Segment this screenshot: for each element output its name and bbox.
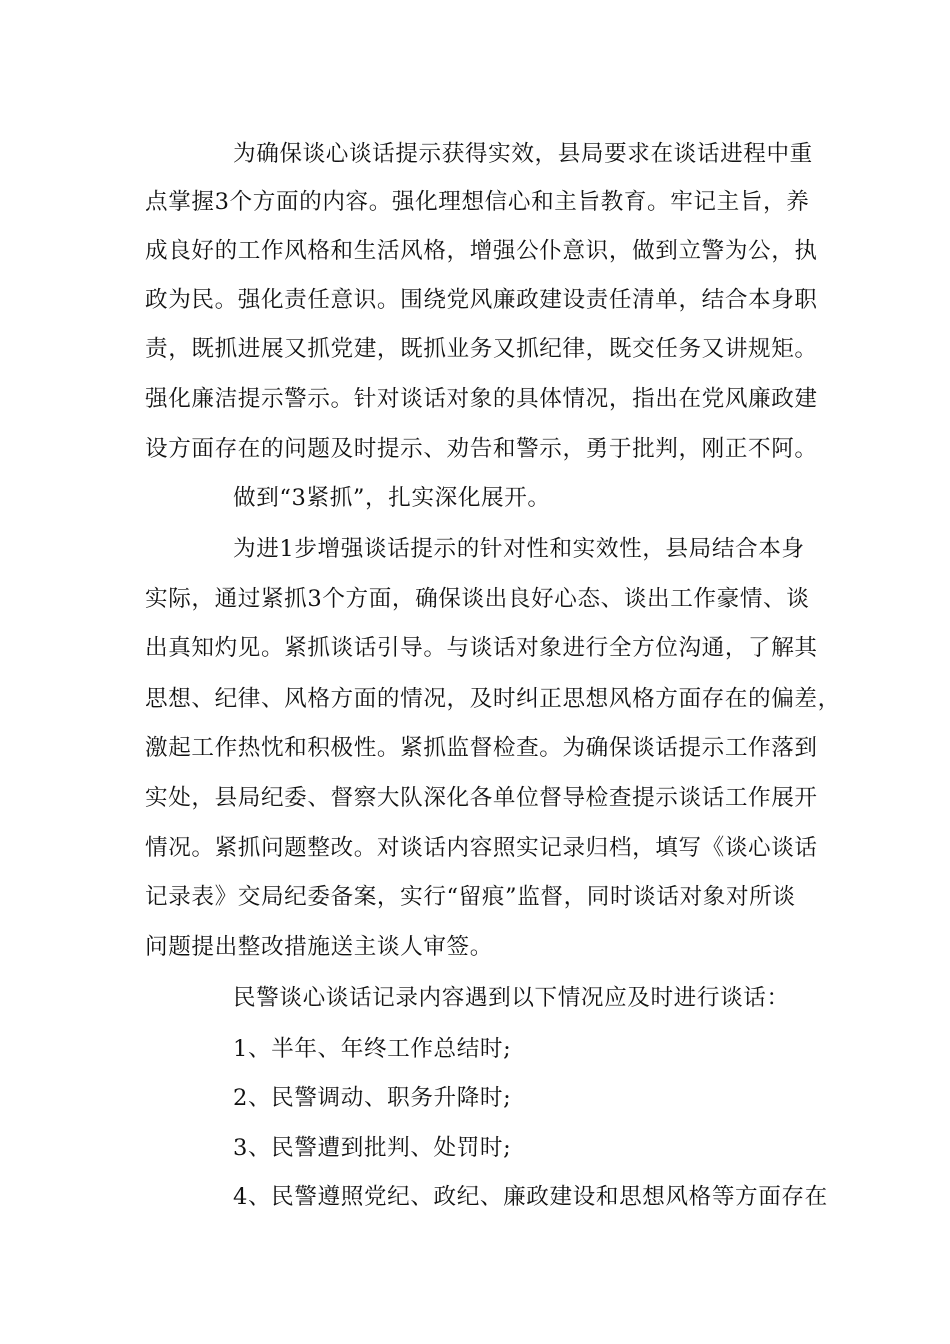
text-line-6: 强化廉洁提示警示。针对谈话对象的具体情况，指出在党风廉政建 (145, 386, 818, 412)
list-item-4: 4、民警遵照党纪、政纪、廉政建设和思想风格等方面存在 (233, 1184, 828, 1210)
text-line-14: 实处，县局纪委、督察大队深化各单位督导检查提示谈话工作展开 (145, 785, 818, 811)
text-line-17: 问题提出整改措施送主谈人审签。 (145, 934, 493, 960)
text-line-4: 政为民。强化责任意识。围绕党风廉政建设责任清单，结合本身职 (145, 287, 818, 313)
list-item-1: 1、半年、年终工作总结时; (233, 1036, 512, 1062)
text-line-1: 为确保谈心谈话提示获得实效，县局要求在谈话进程中重 (233, 141, 813, 167)
text-line-15: 情况。紧抓问题整改。对谈话内容照实记录归档，填写《谈心谈话 (145, 835, 818, 861)
text-line-12: 思想、纪律、风格方面的情况，及时纠正思想风格方面存在的偏差， (145, 686, 841, 712)
text-line-11: 出真知灼见。紧抓谈话引导。与谈话对象进行全方位沟通，了解其 (145, 635, 818, 661)
text-line-13: 激起工作热忱和积极性。紧抓监督检查。为确保谈话提示工作落到 (145, 735, 818, 761)
text-line-9: 为进1步增强谈话提示的针对性和实效性，县局结合本身 (233, 536, 805, 562)
text-line-18: 民警谈心谈话记录内容遇到以下情况应及时进行谈话： (233, 985, 790, 1011)
text-line-7: 设方面存在的问题及时提示、劝告和警示，勇于批判，刚正不阿。 (145, 436, 818, 462)
text-line-2: 点掌握3个方面的内容。强化理想信心和主旨教育。牢记主旨，养 (145, 189, 810, 215)
list-item-2: 2、民警调动、职务升降时; (233, 1085, 512, 1111)
text-line-5: 责，既抓进展又抓党建，既抓业务又抓纪律，既交任务又讲规矩。 (145, 336, 818, 362)
text-line-16: 记录表》交局纪委备案，实行“留痕”监督，同时谈话对象对所谈 (145, 884, 796, 910)
text-line-3: 成良好的工作风格和生活风格，增强公仆意识，做到立警为公，执 (145, 238, 818, 264)
list-item-3: 3、民警遭到批判、处罚时; (233, 1135, 512, 1161)
text-line-8: 做到“3紧抓”，扎实深化展开。 (233, 485, 551, 511)
text-line-10: 实际，通过紧抓3个方面，确保谈出良好心态、谈出工作豪情、谈 (145, 586, 810, 612)
